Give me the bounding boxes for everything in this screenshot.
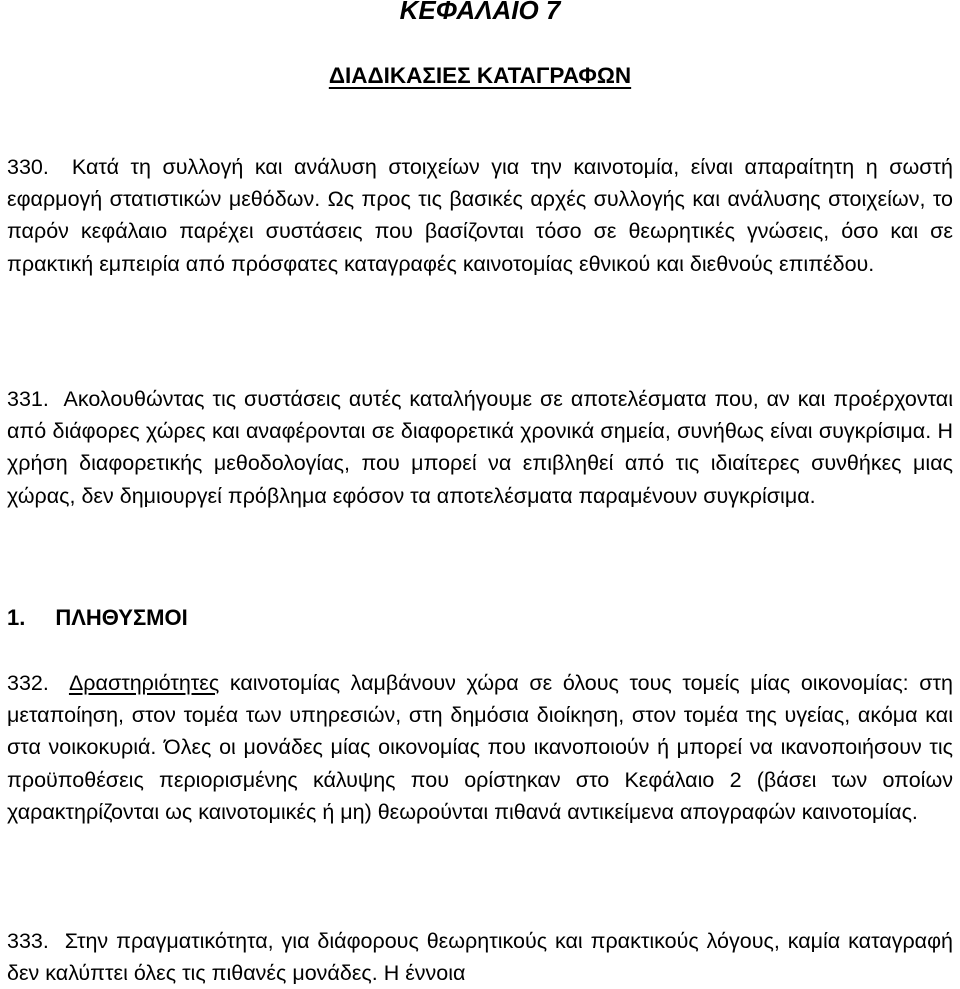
chapter-subtitle: ΔΙΑΔΙΚΑΣΙΕΣ ΚΑΤΑΓΡΑΦΩΝ [328,63,632,88]
paragraph-text: Στην πραγματικότητα, για διάφορους θεωρητικούς και πρακτικούς λόγους, καμία καταγραφή δεν καλύπτει όλες τις πιθανές μονάδες. Η έννοια [7,929,954,986]
section-heading [7,600,188,636]
chapter-title: ΚΕΦΑΛΑΙΟ 7 [399,0,561,25]
section-number: 1. [7,605,26,630]
paragraph-number: 332. [7,671,49,695]
paragraph-number: 330. [7,155,49,179]
section-title: ΠΛΗΘΥΣΜΟΙ [55,605,188,630]
underlined-term: Δραστηριότητες [68,671,220,695]
paragraph-333 [7,925,953,989]
paragraph-text: καινοτομίας λαμβάνουν χώρα σε όλους τους τομείς μίας οικονομίας: στη μεταποίηση, στον τομέα των υπηρεσιών, στη δημόσια διοίκηση, στον τομέα της υγείας, ακόμα και στα νοικοκυριά. Όλες οι μονάδες μίας οικονομίας που ικανοποιούν ή μπορεί να ικανοποιήσουν τις προϋποθέσεις περιορισμένης κάλυψης που ορίστηκαν στο Κεφάλαιο 2 (βάσει των οποίων χαρακτηρίζονται ως καινοτομικές ή μη) θεωρούνται πιθανά αντικείμενα απογραφών καινοτομίας. [7,671,953,824]
paragraph-text: Κατά τη συλλογή και ανάλυση στοιχείων για την καινοτομία, είναι απαραίτητη η σωστή εφαρμογή στατιστικών μεθόδων. Ως προς τις βασικές αρχές συλλογής και ανάλυσης στοιχείων, το παρόν κεφάλαιο παρέχει συστάσεις που βασίζονται τόσο σε θεωρητικές γνώσεις, όσο και σε πρακτική εμπειρία από πρόσφατες καταγραφές καινοτομίας εθνικού και διεθνούς επιπέδου. [7,155,954,276]
paragraph-330 [7,151,953,280]
paragraph-332 [7,667,953,828]
paragraph-text: Ακολουθώντας τις συστάσεις αυτές καταλήγουμε σε αποτελέσματα που, αν και προέρχονται από διάφορες χώρες και αναφέρονται σε διαφορετικά χρονικά σημεία, συνήθως είναι συγκρίσιμα. Η χρήση διαφορετικής μεθοδολογίας, που μπορεί να επιβληθεί από τις ιδιαίτερες συνθήκες μιας χώρας, δεν δημιουργεί πρόβλημα εφόσον τα αποτελέσματα παραμένουν συγκρίσιμα. [7,387,954,508]
paragraph-number: 331. [7,387,49,411]
paragraph-331 [7,383,953,512]
paragraph-number: 333. [7,929,49,953]
